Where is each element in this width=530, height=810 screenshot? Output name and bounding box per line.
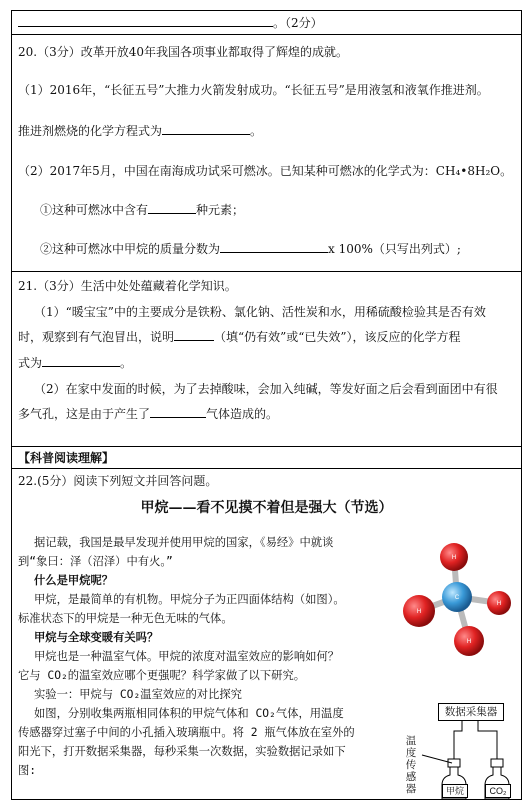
q22-block: [12, 469, 521, 801]
answer-blank[interactable]: [220, 241, 328, 253]
section-row: [12, 447, 521, 469]
q21-part2-line1: （2）在家中发面的时候，为了去掉酸味，会加入纯碱，等发好面之后会看到面团中有很: [34, 382, 498, 396]
article-line: 它与 CO₂的温室效应哪个更强呢？科学家做了以下研究。: [18, 669, 306, 682]
q20-part1: （1）2016年，“长征五号”大推力火箭发射成功。“长征五号”是用液氢和液氧作推进剂。: [18, 83, 489, 97]
article-subheading: 什么是甲烷呢？: [34, 574, 114, 587]
q19-row: [12, 11, 521, 35]
hydrogen-label: H: [496, 601, 502, 607]
article-line: 图:: [18, 764, 37, 777]
data-collector-box: 数据采集器: [438, 703, 504, 721]
article-line: 实验一：甲烷与 CO₂温室效应的对比探究: [34, 688, 242, 701]
article-subheading: 甲烷与全球变暖有关吗？: [34, 631, 159, 644]
article-line: 传感器穿过塞子中间的小孔插入玻璃瓶中。将 2 瓶气体放在室外的: [18, 726, 355, 739]
hydrogen-label: H: [451, 555, 457, 561]
article-line: 到“象曰：泽（沼泽）中有火。”: [18, 555, 173, 568]
q20-sub1: ①这种可燃冰中含有 种元素；: [40, 203, 245, 217]
apparatus-lines: [402, 687, 520, 799]
q21-part1-line3: 式为 。: [18, 356, 133, 370]
q22-header: 22.(5分）阅读下列短文并回答问题。: [18, 474, 218, 488]
methane-molecule-image: [397, 541, 513, 661]
q19-score: 。（2分）: [273, 16, 323, 30]
answer-blank[interactable]: [18, 15, 273, 27]
experiment-apparatus: [402, 687, 520, 799]
q20-block: [12, 35, 521, 272]
article-line: 阳光下，打开数据采集器，每秒采集一次数据，实验数据记录如下: [18, 745, 346, 758]
q19-answer-line: [18, 15, 323, 31]
q21-part2-line2: 多气孔，这是由于产生了 气体造成的。: [18, 407, 279, 421]
article-line: 如图，分别收集两瓶相同体积的甲烷气体和 CO₂气体，用温度: [34, 707, 344, 720]
sensor-label: 温 度 传 感 器: [405, 735, 417, 795]
q21-header: 21.（3分）生活中处处蕴藏着化学知识。: [18, 279, 237, 293]
q20-header: 20.（3分）改革开放40年我国各项事业都取得了辉煌的成就。: [18, 45, 348, 59]
answer-blank[interactable]: [150, 406, 206, 418]
q21-part1-line2: 时，观察到有气泡冒出，说明 （填“仍有效”或“已失效”），该反应的化学方程: [18, 330, 461, 344]
answer-blank[interactable]: [42, 355, 120, 367]
article-line: 据记载，我国是最早发现并使用甲烷的国家，《易经》中就谈: [34, 536, 334, 549]
article-title: 甲烷——看不见摸不着但是强大（节选）: [140, 500, 393, 516]
article-line: 甲烷，是最简单的有机物。甲烷分子为正四面体结构（如图）。: [34, 593, 345, 606]
bottle-label-co2: CO₂: [485, 784, 511, 798]
hydrogen-label: H: [466, 639, 472, 645]
q20-part1-equation: 推进剂燃烧的化学方程式为 。: [18, 124, 263, 138]
q20-sub2: ②这种可燃冰中甲烷的质量分数为 x 100%（只写出列式）;: [40, 242, 461, 256]
answer-blank[interactable]: [148, 202, 196, 214]
hydrogen-label: H: [416, 609, 422, 615]
carbon-label: C: [454, 595, 460, 601]
answer-blank[interactable]: [162, 123, 250, 135]
exam-page: [11, 10, 522, 800]
q20-part2: （2）2017年5月，中国在南海成功试采可燃冰。已知某种可燃冰的化学式为：CH₄•8H₂O。: [18, 164, 513, 178]
article-line: 标准状态下的甲烷是一种无色无味的气体。: [18, 612, 233, 625]
section-title: 【科普阅读理解】: [18, 451, 115, 465]
q21-part1-line1: （1）“暖宝宝”中的主要成分是铁粉、氯化钠、活性炭和水，用稀硫酸检验其是否有效: [34, 305, 486, 319]
bottle-label-methane: 甲烷: [442, 784, 468, 798]
article-line: 甲烷也是一种温室气体。甲烷的浓度对温室效应的影响如何？: [34, 650, 340, 663]
q21-block: [12, 272, 521, 447]
answer-blank[interactable]: [174, 329, 214, 341]
